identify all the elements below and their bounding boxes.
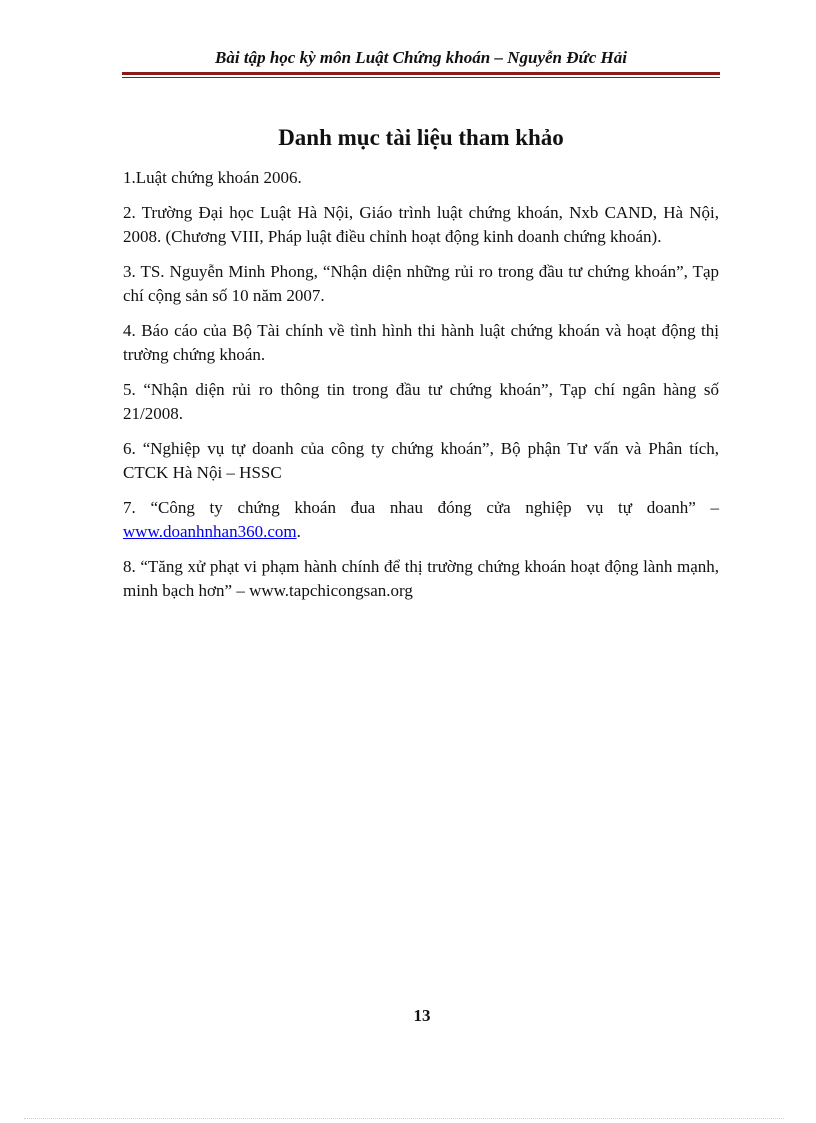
reference-item-1: 1.Luật chứng khoán 2006. xyxy=(123,168,302,187)
page-bottom-border xyxy=(24,1118,784,1119)
reference-link-doanhnhan360[interactable]: www.doanhnhan360.com xyxy=(123,522,297,541)
reference-item-4: 4. Báo cáo của Bộ Tài chính về tình hình thi hành luật chứng khoán và hoạt động thị trường chứng khoán. xyxy=(123,321,719,364)
reference-list xyxy=(123,166,719,614)
running-header: Bài tập học kỳ môn Luật Chứng khoán – Nguyễn Đức Hải xyxy=(215,48,627,67)
reference-item-6: 6. “Nghiệp vụ tự doanh của công ty chứng khoán”, Bộ phận Tư vấn và Phân tích, CTCK Hà Nội – HSSC xyxy=(123,439,719,482)
reference-item-5: 5. “Nhận diện rủi ro thông tin trong đầu tư chứng khoán”, Tạp chí ngân hàng số 21/2008. xyxy=(123,380,719,423)
reference-item-7 xyxy=(123,496,719,544)
header-rule-thin xyxy=(122,77,720,78)
page-title: Danh mục tài liệu tham khảo xyxy=(278,125,564,150)
reference-item-3: 3. TS. Nguyễn Minh Phong, “Nhận diện những rủi ro trong đầu tư chứng khoán”, Tạp chí cộng sản số 10 năm 2007. xyxy=(123,262,719,305)
header-rule-thick xyxy=(122,72,720,75)
page-number: 13 xyxy=(413,1006,431,1025)
reference-item-2: 2. Trường Đại học Luật Hà Nội, Giáo trình luật chứng khoán, Nxb CAND, Hà Nội, 2008. (Chương VIII, Pháp luật điều chỉnh hoạt động kinh doanh chứng khoán). xyxy=(123,203,719,246)
reference-item-7-text: 7. “Công ty chứng khoán đua nhau đóng cửa nghiệp vụ tự doanh” – xyxy=(123,498,719,517)
reference-item-8: 8. “Tăng xử phạt vi phạm hành chính để thị trường chứng khoán hoạt động lành mạnh, minh bạch hơn” – www.tapchicongsan.org xyxy=(123,557,719,600)
reference-item-7-suffix: . xyxy=(296,522,301,541)
